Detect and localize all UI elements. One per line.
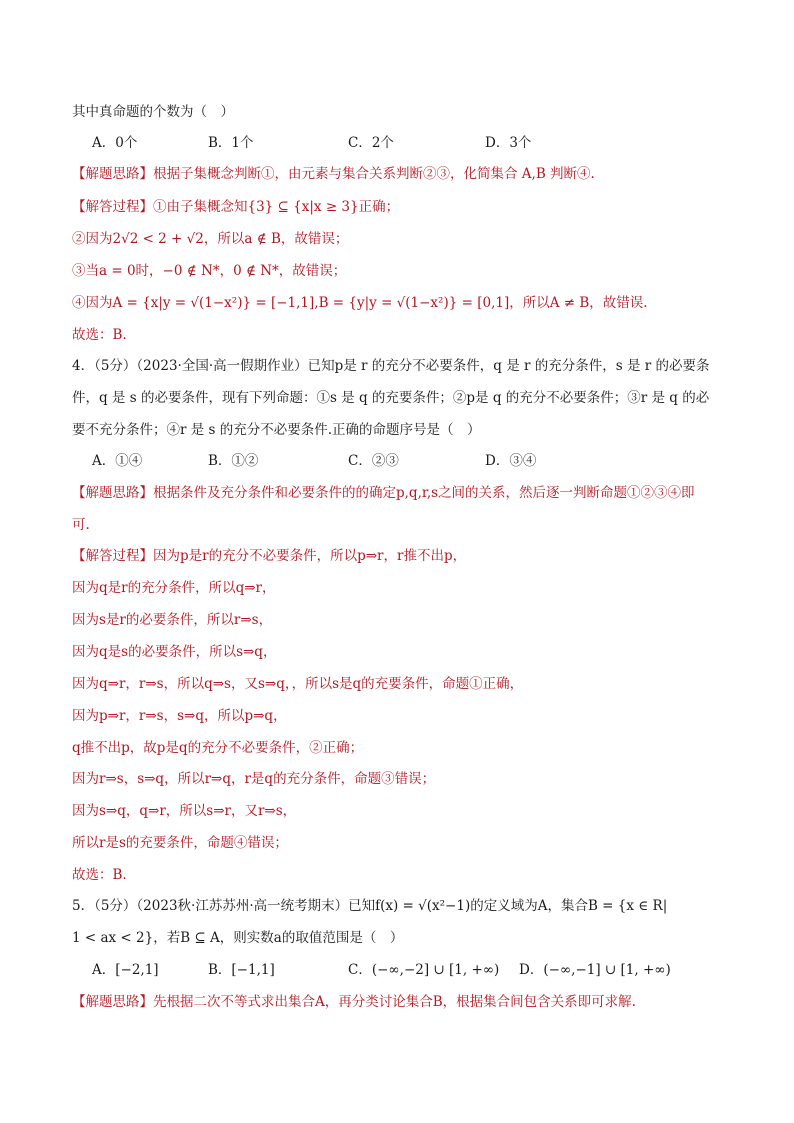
- solution-step: 因为p⇒r，r⇒s，s⇒q，所以p⇒q，: [72, 708, 287, 724]
- question-4-stem-line: 要不充分条件；④r 是 s 的充分不必要条件.正确的命题序号是（ ）: [72, 422, 481, 438]
- solution-step: 因为q是s的必要条件，所以s⇒q，: [72, 644, 277, 660]
- solution-idea: 【解题思路】根据子集概念判断①，由元素与集合关系判断②③，化简集合 A,B 判断④.: [72, 166, 595, 182]
- question-stem-tail: 其中真命题的个数为（ ）: [72, 104, 234, 120]
- answer-line: 故选：B.: [72, 867, 127, 883]
- solution-idea: 【解题思路】根据条件及充分条件和必要条件的的确定p,q,r,s之间的关系，然后逐一判断命题①②③④即: [72, 485, 695, 501]
- solution-step: 【解答过程】因为p是r的充分不必要条件，所以p⇒r，r推不出p，: [72, 548, 467, 564]
- option-b: B．1个: [208, 135, 254, 151]
- solution-step: ④因为A = {x|y = √(1−x²)} = [−1,1],B = {y|y = √(1−x²)} = [0,1]，所以A ≠ B，故错误.: [72, 295, 648, 311]
- option-b: B．①②: [208, 453, 259, 469]
- option-a: A．①④: [92, 453, 143, 469]
- solution-step: ②因为2√2 < 2 + √2，所以a ∉ B，故错误；: [72, 231, 349, 247]
- option-c: C．2个: [348, 135, 394, 151]
- solution-step: q推不出p，故p是q的充分不必要条件，②正确；: [72, 740, 364, 756]
- answer-line: 故选：B.: [72, 327, 127, 343]
- solution-step: 【解答过程】①由子集概念知{3} ⊆ {x|x ≥ 3}正确；: [72, 199, 400, 215]
- solution-step: 因为q是r的充分条件，所以q⇒r，: [72, 580, 276, 596]
- solution-idea: 【解题思路】先根据二次不等式求出集合A，再分类讨论集合B，根据集合间包含关系即可求解.: [72, 994, 636, 1010]
- solution-step: 所以r是s的充要条件，命题④错误；: [72, 835, 288, 851]
- option-a: A．0个: [92, 135, 138, 151]
- option-d: D．3个: [485, 135, 532, 151]
- option-b: B．[−1,1]: [208, 962, 275, 978]
- solution-step: 因为r⇒s，s⇒q，所以r⇒q，r是q的充分条件，命题③错误；: [72, 771, 436, 787]
- solution-step: ③当a = 0时，−0 ∉ N*，0 ∉ N*，故错误；: [72, 263, 347, 279]
- question-4-stem-line: 件，q 是 s 的必要条件，现有下列命题：①s 是 q 的充要条件；②p是 q 的充分不必要条件；③r 是 q 的必: [72, 390, 710, 406]
- solution-step: 因为s⇒q，q⇒r，所以s⇒r，又r⇒s，: [72, 803, 297, 819]
- option-c: C．②③: [348, 453, 399, 469]
- option-a: A．[−2,1]: [92, 962, 159, 978]
- solution-step: 因为q⇒r，r⇒s，所以q⇒s，又s⇒q，，所以s是q的充要条件，命题①正确，: [72, 676, 524, 692]
- question-5-stem-line: 1 < ax < 2}，若B ⊆ A，则实数a的取值范围是（ ）: [72, 930, 404, 946]
- solution-step: 因为s是r的必要条件，所以r⇒s，: [72, 612, 273, 628]
- option-d: D．(−∞,−1] ∪ [1, +∞): [519, 962, 671, 978]
- option-c: C．(−∞,−2] ∪ [1, +∞): [348, 962, 500, 978]
- solution-idea: 可.: [72, 517, 90, 533]
- question-5-stem-line: 5．（5分）（2023秋·江苏苏州·高一统考期末）已知f(x) = √(x²−1)的定义域为A，集合B = {x ∈ R|: [72, 898, 668, 914]
- question-4-stem-line: 4．（5分）（2023·全国·高一假期作业）已知p是 r 的充分不必要条件，q 是 r 的充分条件，s 是 r 的必要条: [72, 358, 710, 374]
- option-d: D．③④: [485, 453, 537, 469]
